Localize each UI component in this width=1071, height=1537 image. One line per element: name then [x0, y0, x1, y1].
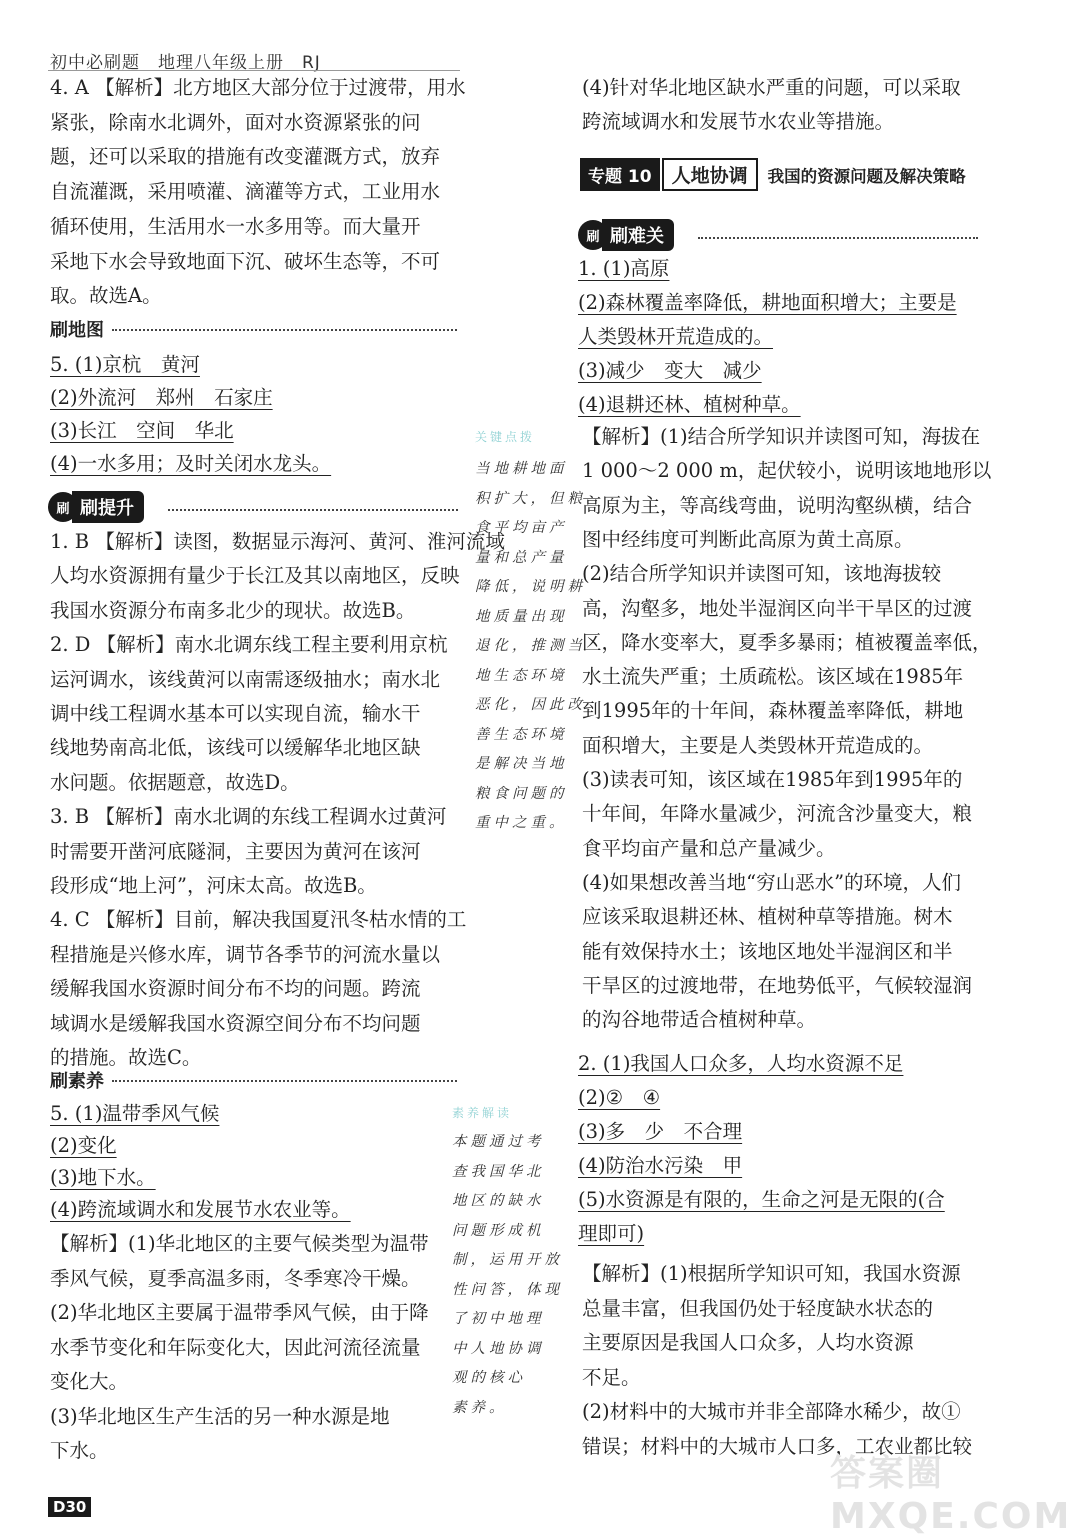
side-note-line: 中人地协调: [452, 1340, 545, 1357]
text-line: 的沟谷地带适合植树种草。: [582, 1008, 817, 1032]
answer-line: (4)跨流域调水和发展节水农业等。: [50, 1198, 351, 1221]
side-note-heading: 关键点拨: [475, 430, 536, 444]
text-line: 水季节变化和年际变化大，因此河流径流量: [50, 1335, 421, 1359]
badge-shua-tisheng: [48, 491, 144, 523]
answer-line: (3)减少 变大 减少: [578, 359, 762, 382]
text-line: 取。故选A。: [50, 284, 162, 308]
text-line: 2. D 【解析】南水北调东线工程主要利用京杭: [50, 633, 448, 657]
side-note-line: 量和总产量: [475, 549, 568, 566]
badge-label: 刷提升: [72, 491, 144, 523]
side-note-line: 积扩大，但粮: [475, 490, 586, 507]
text-line: 人均水资源拥有量少于长江及其以南地区，反映: [50, 564, 460, 588]
answer-line: (3)地下水。: [50, 1166, 156, 1189]
side-note-line: 性问答，体现: [452, 1281, 563, 1298]
answer-line: (4)退耕还林、植树种草。: [578, 393, 801, 416]
text-line: 运河调水，该线黄河以南需逐级抽水；南水北: [50, 667, 441, 691]
side-note-heading: 素养解读: [452, 1106, 513, 1120]
text-line: 1 000～2 000 m，起伏较小，说明该地地形以: [582, 459, 992, 483]
text-line: 应该采取退耕还林、植树种草等措施。树木: [582, 905, 953, 929]
text-line: 采地下水会导致地面下沉、破坏生态等，不可: [50, 249, 441, 273]
text-line: 高原为主，等高线弯曲，说明沟壑纵横，结合: [582, 493, 973, 517]
text-line: 题，还可以采取的措施有改变灌溉方式，放弃: [50, 145, 441, 169]
text-line: 线地势南高北低，该线可以缓解华北地区缺: [50, 736, 421, 760]
answer-line: (3)长江 空间 华北: [50, 419, 234, 442]
badge-logo-icon: 刷: [48, 492, 78, 522]
badge-shua-nanguan: [578, 219, 674, 251]
text-line: 季风气候，夏季高温多雨，冬季寒冷干燥。: [50, 1266, 421, 1290]
answer-line: (2)森林覆盖率降低，耕地面积增大；主要是: [578, 291, 957, 314]
side-note-line: 是解决当地: [475, 756, 568, 772]
text-line: 循环使用，生活用水一水多用等。而大量开: [50, 214, 421, 238]
badge-label: 刷难关: [602, 219, 674, 251]
answer-line: (4)防治水污染 甲: [578, 1154, 743, 1177]
header-divider: [48, 70, 460, 71]
text-line: 水土流失严重；土质疏松。该区域在1985年: [582, 665, 964, 689]
text-line: 总量丰富，但我国仍处于轻度缺水状态的: [582, 1296, 934, 1320]
badge-hard-dots: [698, 237, 978, 239]
text-line: 到1995年的十年间，森林覆盖率降低，耕地: [582, 699, 964, 723]
answer-line: (3)多 少 不合理: [578, 1120, 743, 1143]
side-note-line: 退化，推测当: [475, 638, 586, 654]
text-line: 4. A 【解析】北方地区大部分位于过渡带，用水: [50, 76, 466, 99]
badge-logo-icon: 刷: [578, 220, 608, 250]
text-line: (3)读表可知，该区域在1985年到1995年的: [582, 768, 963, 791]
answer-line: (4)一水多用；及时关闭水龙头。: [50, 452, 332, 475]
answer-line: 理即可): [578, 1222, 645, 1245]
text-line: 能有效保持水土；该地区地处半湿润区和半: [582, 939, 953, 963]
text-line: 【解析】(1)结合所学知识并读图可知，海拔在: [582, 425, 981, 448]
side-note-line: 善生态环境: [475, 726, 568, 743]
text-line: 域调水是缓解我国水资源空间分布不均问题: [50, 1011, 421, 1035]
text-line: 自流灌溉，采用喷灌、滴灌等方式，工业用水: [50, 180, 441, 204]
topic-banner: [580, 158, 966, 191]
text-line: 【解析】(1)根据所学知识可知，我国水资源: [582, 1262, 961, 1285]
badge-up-dots: [168, 509, 458, 511]
watermark: 答案圈 MXQE.COM: [830, 1453, 1071, 1537]
section-suyang-dots: [112, 1080, 457, 1082]
answer-line: 2. (1)我国人口众多，人均水资源不足: [578, 1052, 904, 1075]
text-line: 错误；材料中的大城市人口多，工农业都比较: [582, 1434, 973, 1458]
page-header: 初中必刷题 地理八年级上册 RJ: [50, 53, 321, 73]
side-note-line: 本题通过考: [452, 1134, 545, 1150]
side-note-line: 了初中地理: [452, 1311, 545, 1327]
answer-line: (2)② ④: [578, 1086, 661, 1109]
text-line: 调中线工程调水基本可以实现自流，输水干: [50, 702, 421, 725]
side-note-line: 恶化，因此改: [475, 697, 586, 713]
page-number: D30: [48, 1497, 91, 1517]
answer-line: 1. (1)高原: [578, 257, 670, 280]
text-line: 缓解我国水资源时间分布不均的问题。跨流: [50, 977, 421, 1001]
text-line: 1. B 【解析】读图，数据显示海河、黄河、淮河流域: [50, 530, 505, 553]
answer-line: 人类毁林开荒造成的。: [578, 325, 774, 348]
text-line: 我国水资源分布南多北少的现状。故选B。: [50, 598, 416, 622]
text-line: 变化大。: [50, 1370, 129, 1393]
side-note-line: 素养。: [452, 1399, 508, 1416]
text-line: (4)如果想改善当地“穷山恶水”的环境，人们: [582, 870, 962, 894]
topic-tag: 专题 10: [580, 158, 660, 191]
text-line: 【解析】(1)华北地区的主要气候类型为温带: [50, 1232, 429, 1255]
answer-line: (2)外流河 郑州 石家庄: [50, 386, 273, 409]
topic-subtitle: 我国的资源问题及解决策略: [767, 166, 966, 186]
text-line: 不足。: [582, 1365, 641, 1389]
answer-line: (5)水资源是有限的，生命之河是无限的(合: [578, 1188, 945, 1211]
text-line: 3. B 【解析】南水北调的东线工程调水过黄河: [50, 805, 447, 829]
text-line: 4. C 【解析】目前，解决我国夏汛冬枯水情的工: [50, 908, 467, 932]
text-line: (2)结合所学知识并读图可知，该地海拔较: [582, 562, 942, 586]
side-note-line: 问题形成机: [452, 1222, 545, 1239]
side-note-line: 降低，说明耕: [475, 579, 586, 595]
text-line: 图中经纬度可判断此高原为黄土高原。: [582, 527, 914, 551]
section-suyang-label: 刷素养: [50, 1071, 104, 1092]
section-map-label: 刷地图: [50, 320, 104, 341]
side-note-line: 地质量出现: [475, 608, 568, 625]
answer-line: (2)变化: [50, 1134, 117, 1157]
text-line: 紧张，除南水北调外，面对水资源紧张的问: [50, 110, 421, 134]
text-line: 面积增大，主要是人类毁林开荒造成的。: [582, 733, 934, 757]
side-note-line: 当地耕地面: [475, 461, 568, 477]
text-line: 食平均亩产量和总产量减少。: [582, 836, 836, 860]
side-note-line: 查我国华北: [452, 1163, 545, 1180]
side-note-line: 观的核心: [452, 1370, 526, 1386]
text-line: 的措施。故选C。: [50, 1046, 202, 1069]
answer-line: 5. (1)京杭 黄河: [50, 353, 200, 376]
section-map-dots: [112, 329, 457, 331]
text-line: (3)华北地区生产生活的另一种水源是地: [50, 1404, 390, 1428]
text-line: 主要原因是我国人口众多，人均水资源: [582, 1331, 914, 1354]
text-line: (2)材料中的大城市并非全部降水稀少，故①: [582, 1400, 961, 1423]
topic-title: 人地协调: [662, 158, 758, 191]
text-line: 跨流域调水和发展节水农业等措施。: [582, 110, 895, 133]
text-line: 水问题。依据题意，故选D。: [50, 770, 300, 794]
side-note-line: 制，运用开放: [452, 1252, 563, 1268]
text-line: 高，沟壑多，地处半湿润区向半干旱区的过渡: [582, 596, 973, 620]
text-line: 段形成“地上河”，河床太高。故选B。: [50, 874, 377, 897]
text-line: 时需要开凿河底隧洞，主要因为黄河在该河: [50, 839, 421, 863]
answer-line: 5. (1)温带季风气候: [50, 1102, 220, 1125]
text-line: 下水。: [50, 1439, 109, 1462]
side-note-line: 地区的缺水: [452, 1193, 545, 1209]
text-line: 干旱区的过渡地带，在地势低平，气候较湿润: [582, 973, 973, 997]
side-note-line: 地生态环境: [475, 667, 568, 684]
text-line: 十年间，年降水量减少，河流含沙量变大，粮: [582, 802, 973, 826]
text-line: (2)华北地区主要属于温带季风气候，由于降: [50, 1301, 429, 1324]
text-line: (4)针对华北地区缺水严重的问题，可以采取: [582, 76, 961, 99]
text-line: 区，降水变率大，夏季多暴雨；植被覆盖率低，: [582, 630, 992, 654]
side-note-line: 粮食问题的: [475, 785, 568, 802]
text-line: 程措施是兴修水库，调节各季节的河流水量以: [50, 942, 441, 966]
side-note-line: 食平均亩产: [475, 520, 568, 536]
side-note-line: 重中之重。: [475, 815, 568, 831]
